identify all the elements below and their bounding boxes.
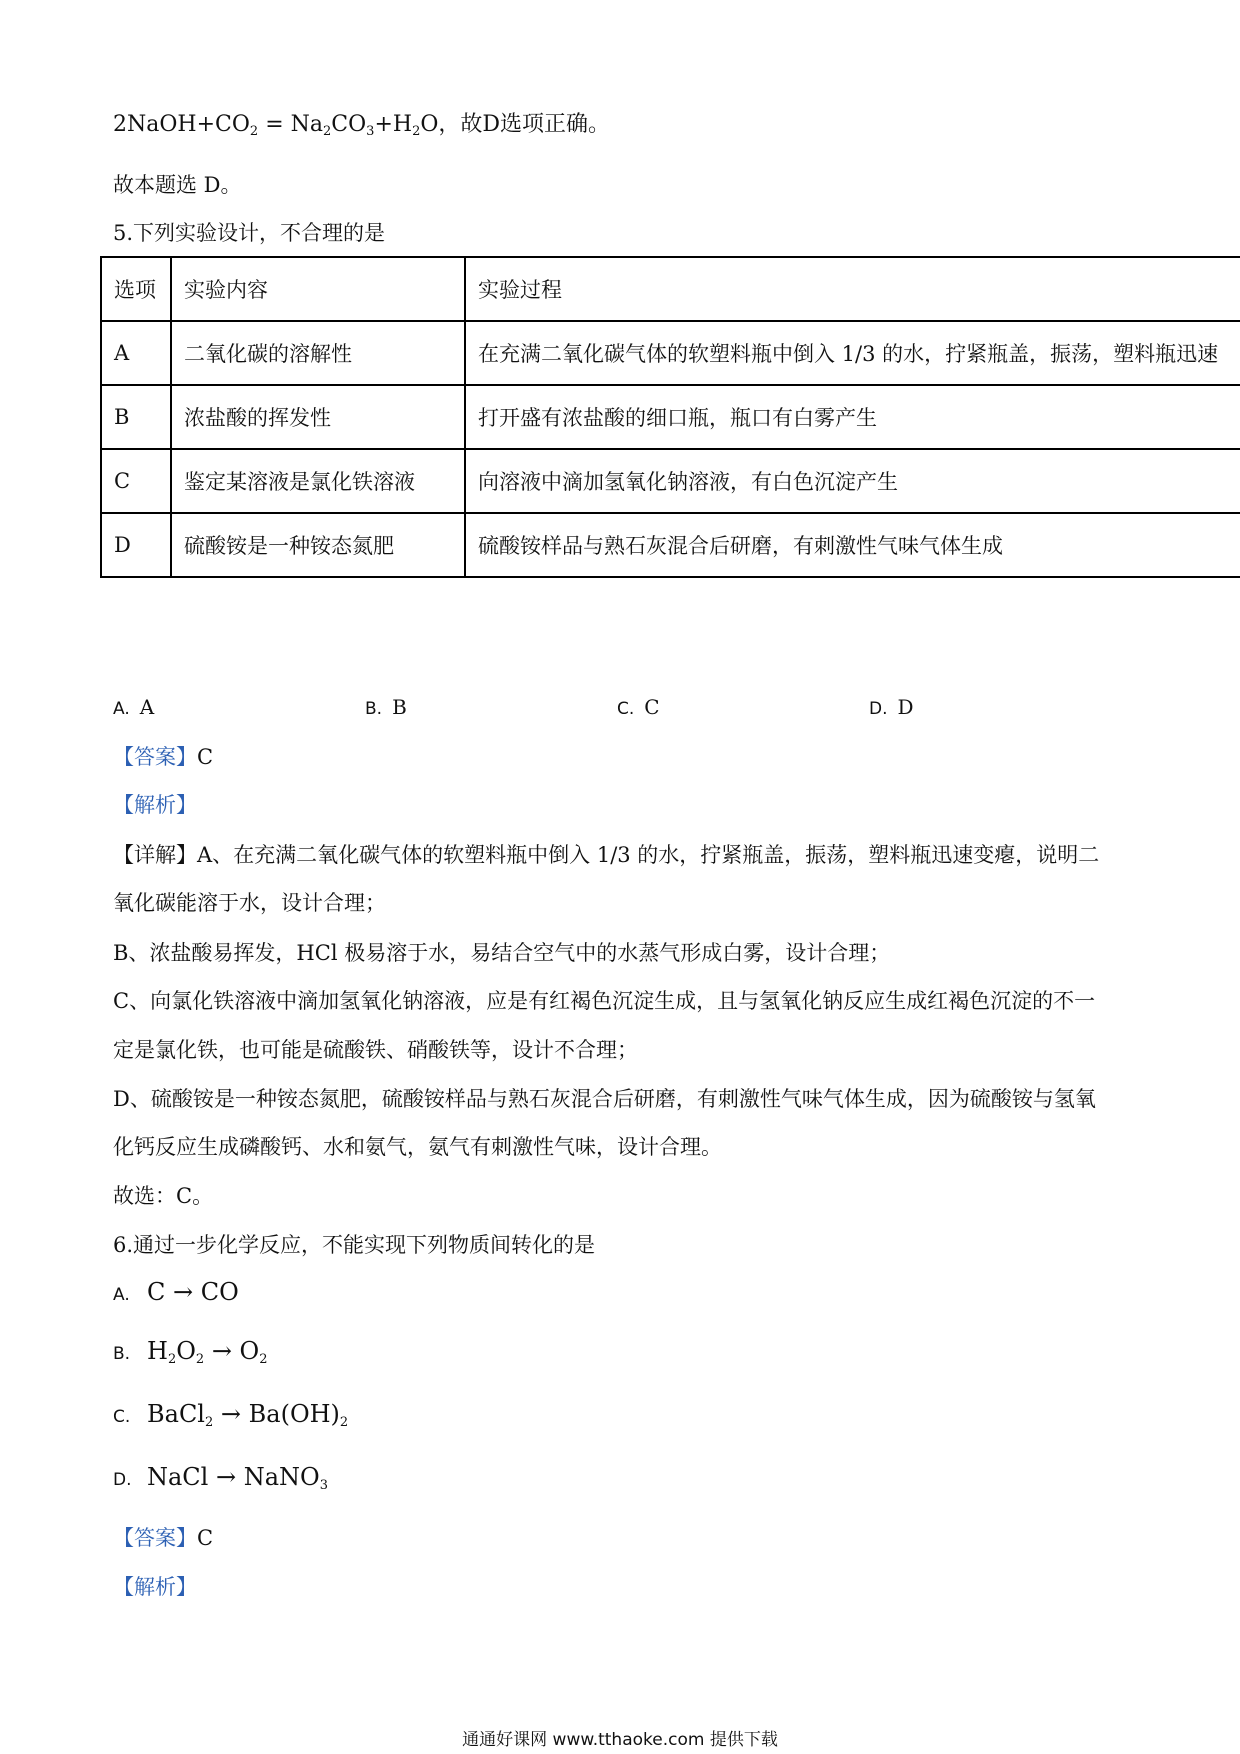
q5-final: 故选：C。 bbox=[113, 1184, 214, 1208]
table-row: B 浓盐酸的挥发性 打开盛有浓盐酸的细口瓶，瓶口有白雾产生 bbox=[101, 385, 1240, 449]
option-b: B. B bbox=[365, 695, 407, 719]
q6-option-d: D. NaCl → NaNO$_3$ bbox=[113, 1463, 328, 1493]
q6-option-a: A. C → CO bbox=[113, 1278, 239, 1306]
q6-answer bbox=[113, 1523, 213, 1553]
detail-line: C、向氯化铁溶液中滴加氢氧化钠溶液，应是有红褐色沉淀生成，且与氢氧化钠反应生成红褐色沉淀的不一 bbox=[113, 989, 1096, 1013]
previous-conclusion: 故本题选 D。 bbox=[113, 173, 242, 197]
question-5-stem: 5.下列实验设计，不合理的是 bbox=[113, 221, 386, 245]
answer-value: C bbox=[197, 1526, 214, 1550]
detail-line: 化钙反应生成磷酸钙、水和氨气，氨气有刺激性气味，设计合理。 bbox=[113, 1135, 722, 1159]
option-a: A. A bbox=[113, 695, 155, 719]
detail-line: 氧化碳能溶于水，设计合理； bbox=[113, 891, 386, 915]
table-row: D 硫酸铵是一种铵态氮肥 硫酸铵样品与熟石灰混合后研磨，有刺激性气味气体生成 bbox=[101, 513, 1240, 577]
table-row: C 鉴定某溶液是氯化铁溶液 向溶液中滴加氢氧化钠溶液，有白色沉淀产生 bbox=[101, 449, 1240, 513]
answer-tag: 【答案】 bbox=[113, 1526, 197, 1550]
detail-line: B、浓盐酸易挥发，HCl 极易溶于水，易结合空气中的水蒸气形成白雾，设计合理； bbox=[113, 941, 891, 965]
q6-option-b: B. $H_2O_2 \to O_2$ bbox=[113, 1337, 268, 1367]
equation-lhs: 2NaOH bbox=[113, 112, 197, 137]
q5-answer bbox=[113, 742, 213, 772]
q6-option-c: C. BaCl$_2$ → $Ba(OH)_2$ bbox=[113, 1400, 349, 1430]
equation-line: $2NaOH+CO_2 = Na_2CO_3+H_2O$，故D选项正确。 bbox=[113, 112, 611, 139]
header-process: 实验过程 bbox=[465, 257, 1240, 321]
answer-value: C bbox=[197, 745, 214, 769]
q6-analysis-tag: 【解析】 bbox=[113, 1575, 197, 1599]
table-header-row bbox=[101, 257, 1240, 321]
detail-tag: 【详解】 bbox=[113, 843, 197, 867]
page-footer: 通通好课网 www.tthaoke.com 提供下载 bbox=[462, 1730, 778, 1750]
answer-tag: 【答案】 bbox=[113, 745, 197, 769]
experiment-table bbox=[100, 256, 1240, 578]
question-6-stem: 6.通过一步化学反应，不能实现下列物质间转化的是 bbox=[113, 1233, 596, 1257]
detail-line: 定是氯化铁，也可能是硫酸铁、硝酸铁等，设计不合理； bbox=[113, 1038, 638, 1062]
header-option: 选项 bbox=[101, 257, 171, 321]
detail-line: D、硫酸铵是一种铵态氮肥，硫酸铵样品与熟石灰混合后研磨，有刺激性气味气体生成，因为硫酸铵与氢氧 bbox=[113, 1087, 1096, 1111]
equation-tail: ，故D选项正确。 bbox=[438, 112, 611, 137]
option-d: D. D bbox=[869, 695, 914, 719]
detail-line: 【详解】A、在充满二氧化碳气体的软塑料瓶中倒入 1/3 的水，拧紧瓶盖，振荡，塑料瓶迅速变瘪，说明二 bbox=[113, 843, 1100, 867]
q5-analysis-tag: 【解析】 bbox=[113, 793, 197, 817]
option-c: C. C bbox=[617, 695, 660, 719]
table-row: A 二氧化碳的溶解性 在充满二氧化碳气体的软塑料瓶中倒入 1/3 的水，拧紧瓶盖，振荡，塑料瓶迅速 bbox=[101, 321, 1240, 385]
header-content: 实验内容 bbox=[171, 257, 465, 321]
equals-sign: = bbox=[265, 112, 284, 137]
